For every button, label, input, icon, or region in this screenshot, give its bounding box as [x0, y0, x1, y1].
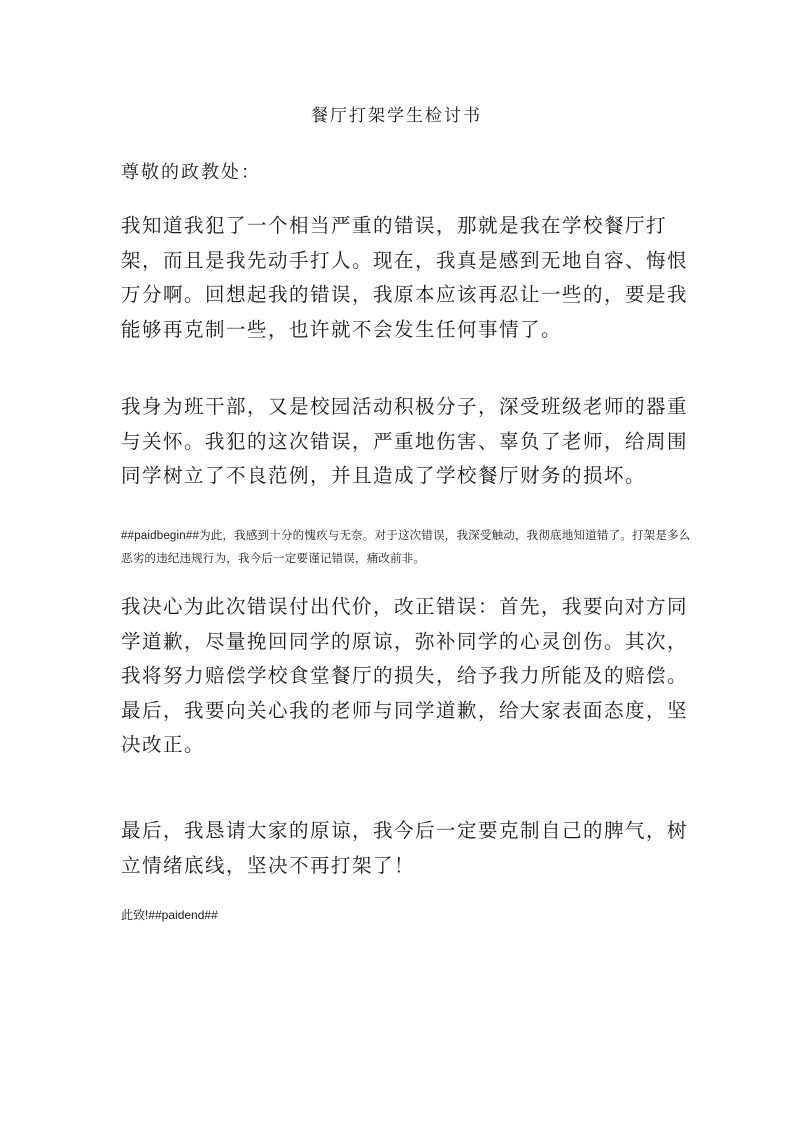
salutation: 尊敬的政教处： — [121, 162, 261, 183]
closing-line: 此致!##paidend## — [121, 908, 218, 922]
paragraph-1: 我知道我犯了一个相当严重的错误，那就是我在学校餐厅打架，而且是我先动手打人。现在，我真是感到无地自容、悔恨万分啊。回想起我的错误，我原本应该再忍让一些的，要是我能够再克制一些，也许就不会发生任何事情了。 — [121, 214, 689, 341]
paragraph-4: 最后，我恳请大家的原谅，我今后一定要克制自己的脾气，树立情绪底线，坚决不再打架了！ — [121, 819, 689, 877]
paid-section-text — [121, 524, 691, 569]
paid-begin-marker: ##paidbegin## — [121, 530, 200, 542]
document-title: 餐厅打架学生检讨书 — [311, 106, 482, 126]
paragraph-2: 我身为班干部，又是校园活动积极分子，深受班级老师的器重与关怀。我犯的这次错误，严重地伤害、辜负了老师，给周围同学树立了不良范例，并且造成了学校餐厅财务的损坏。 — [121, 395, 689, 487]
paid-section-body: 为此，我感到十分的愧疚与无奈。对于这次错误，我深受触动，我彻底地知道错了。打架是多么恶劣的违纪违规行为，我今后一定要谨记错误，痛改前非。 — [121, 528, 691, 565]
paragraph-3: 我决心为此次错误付出代价，改正错误：首先，我要向对方同学道歉，尽量挽回同学的原谅，弥补同学的心灵创伤。其次，我将努力赔偿学校食堂餐厅的损失，给予我力所能及的赔偿。最后，我要向关心我的老师与同学道歉，给大家表面态度，坚决改正。 — [121, 595, 689, 756]
